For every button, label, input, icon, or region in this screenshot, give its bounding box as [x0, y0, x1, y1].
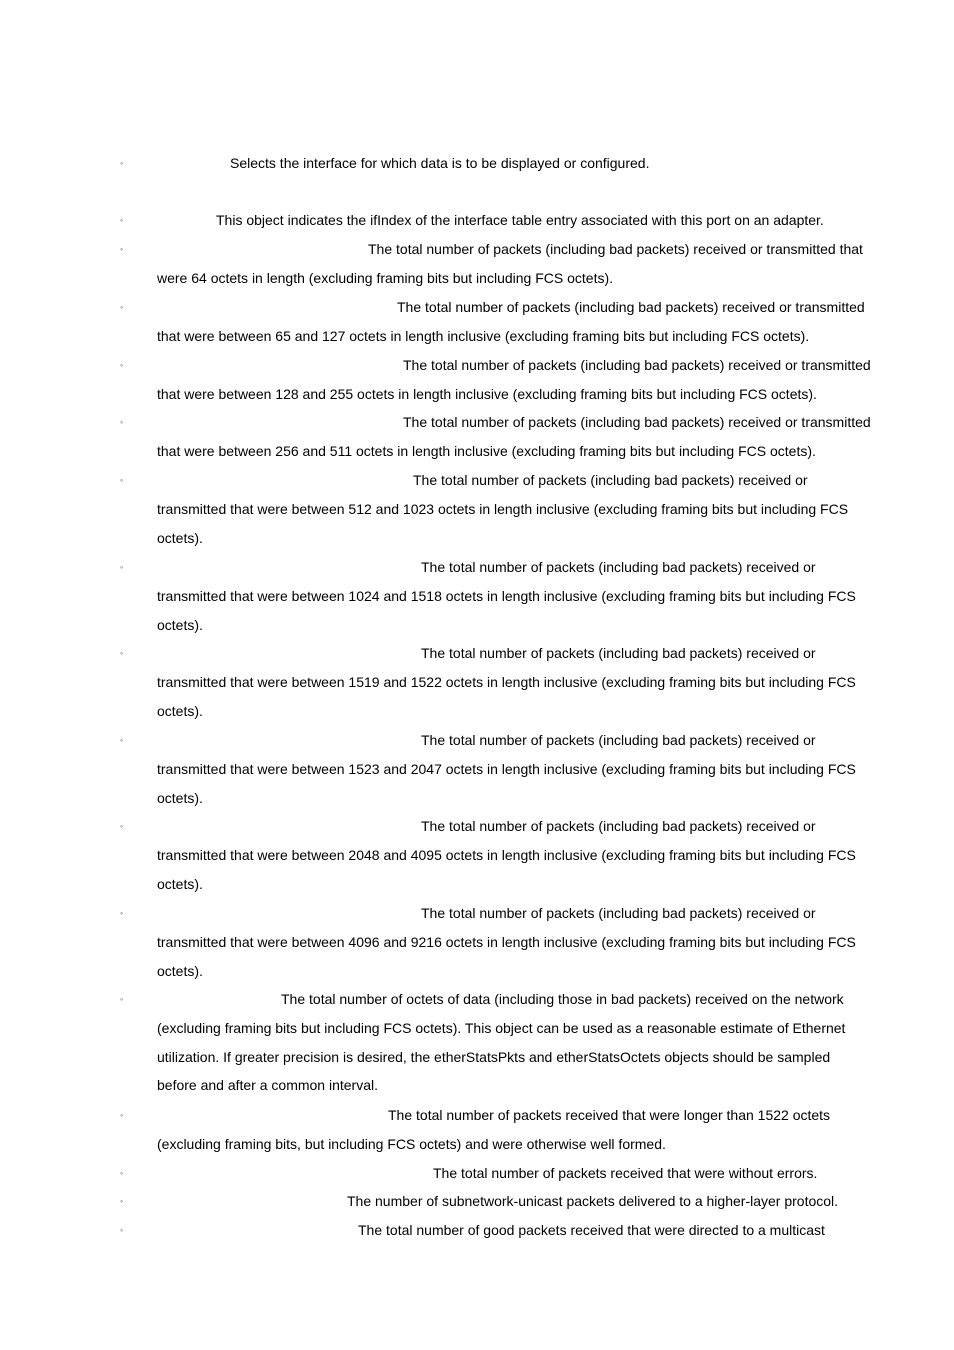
item-text-line: (excluding framing bits, but including FCS octets) and were otherwise well formed. — [157, 1135, 666, 1152]
item-text-line: The total number of packets received that were without errors. — [433, 1165, 818, 1181]
item-text-line: The total number of octets of data (including those in bad packets) received on the network — [281, 991, 844, 1007]
item-text-line: octets). — [157, 789, 203, 806]
item-text-line: octets). — [157, 962, 203, 979]
item-text-line: The total number of packets (including bad packets) received or — [421, 559, 816, 575]
item-text-line: were 64 octets in length (excluding framing bits but including FCS octets). — [157, 269, 614, 286]
bullet-icon: ◦ — [120, 417, 124, 427]
item-text-line: The total number of packets (including bad packets) received or — [421, 645, 816, 661]
item-text-line: The total number of packets (including bad packets) received or — [421, 818, 816, 834]
bullet-icon: ◦ — [120, 1168, 124, 1178]
bullet-icon: ◦ — [120, 908, 124, 918]
item-text-line: The total number of packets (including bad packets) received or transmitted that — [368, 241, 863, 257]
item-text-line: transmitted that were between 1523 and 2047 octets in length inclusive (excluding framing bits but including FCS — [157, 760, 856, 777]
bullet-icon: ◦ — [120, 302, 124, 312]
item-text-line: utilization. If greater precision is desired, the etherStatsPkts and etherStatsOctets objects should be sampled — [157, 1048, 831, 1065]
bullet-icon: ◦ — [120, 215, 124, 225]
item-text-line: transmitted that were between 4096 and 9216 octets in length inclusive (excluding framing bits but including FCS — [157, 933, 856, 950]
item-text-line: octets). — [157, 875, 203, 892]
item-text-line: The number of subnetwork-unicast packets delivered to a higher-layer protocol. — [347, 1193, 839, 1209]
item-text-line: octets). — [157, 702, 203, 719]
item-text-line: The total number of packets (including bad packets) received or transmitted — [397, 299, 865, 315]
item-text-line: transmitted that were between 1024 and 1518 octets in length inclusive (excluding framing bits but including FCS — [157, 587, 856, 604]
item-text-line: octets). — [157, 616, 203, 633]
item-text-line: that were between 128 and 255 octets in length inclusive (excluding framing bits but including FCS octets). — [157, 385, 817, 402]
item-text-line: transmitted that were between 512 and 1023 octets in length inclusive (excluding framing bits but including FCS — [157, 500, 849, 517]
bullet-icon: ◦ — [120, 1110, 124, 1120]
item-text-line: that were between 65 and 127 octets in length inclusive (excluding framing bits but including FCS octets). — [157, 327, 810, 344]
item-text-line: Selects the interface for which data is to be displayed or configured. — [230, 155, 650, 171]
item-text-line: The total number of good packets received that were directed to a multicast — [358, 1222, 825, 1238]
bullet-icon: ◦ — [120, 994, 124, 1004]
item-text-line: The total number of packets (including bad packets) received or transmitted — [403, 357, 871, 373]
item-text-line: transmitted that were between 1519 and 1522 octets in length inclusive (excluding framing bits but including FCS — [157, 673, 856, 690]
item-text-line: The total number of packets (including bad packets) received or — [421, 732, 816, 748]
item-text-line: before and after a common interval. — [157, 1077, 379, 1094]
bullet-icon: ◦ — [120, 158, 124, 168]
item-text-line: This object indicates the ifIndex of the interface table entry associated with this port on an adapter. — [216, 212, 824, 228]
bullet-icon: ◦ — [120, 735, 124, 745]
bullet-icon: ◦ — [120, 1225, 124, 1235]
item-text-line: The total number of packets received that were longer than 1522 octets — [388, 1107, 831, 1123]
item-text-line: (excluding framing bits but including FCS octets). This object can be used as a reasonable estimate of Ethernet — [157, 1019, 846, 1036]
bullet-icon: ◦ — [120, 360, 124, 370]
item-text-line: octets). — [157, 529, 203, 546]
item-text-line: The total number of packets (including bad packets) received or — [413, 472, 808, 488]
bullet-icon: ◦ — [120, 475, 124, 485]
item-text-line: The total number of packets (including bad packets) received or transmitted — [403, 414, 871, 430]
item-text-line: that were between 256 and 511 octets in length inclusive (excluding framing bits but including FCS octets). — [157, 442, 816, 459]
item-text-line: transmitted that were between 2048 and 4095 octets in length inclusive (excluding framing bits but including FCS — [157, 846, 856, 863]
bullet-icon: ◦ — [120, 562, 124, 572]
item-text-line: The total number of packets (including bad packets) received or — [421, 905, 816, 921]
bullet-icon: ◦ — [120, 821, 124, 831]
bullet-icon: ◦ — [120, 1196, 124, 1206]
bullet-icon: ◦ — [120, 648, 124, 658]
bullet-icon: ◦ — [120, 244, 124, 254]
